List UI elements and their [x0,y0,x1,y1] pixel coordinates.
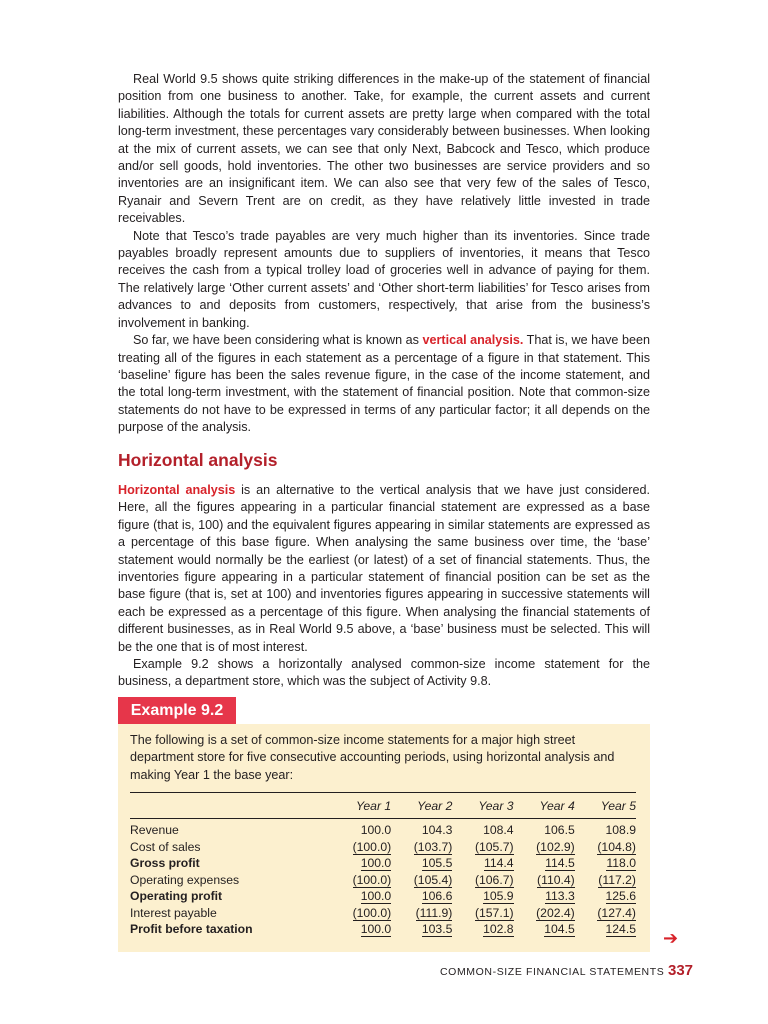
cell: 100.0 [360,922,392,936]
header-label [130,793,330,819]
row-label: Operating expenses [130,872,240,887]
section-heading: Horizontal analysis [118,450,278,470]
intro-paragraph-3 [118,332,650,436]
table-row [130,855,636,872]
cell: (100.0) [352,905,392,920]
cell: (100.0) [352,872,392,887]
cell: 100.0 [360,823,392,837]
table-row [130,819,636,839]
cell: (117.2) [598,872,636,887]
intro-p3-before: So far, we have been considering what is known as [133,333,423,348]
cell: 108.4 [483,823,514,837]
cell: 113.3 [545,889,575,903]
column-header: Year 5 [575,793,636,819]
cell: (127.4) [597,905,636,920]
cell: (105.7) [474,839,514,854]
cell: 104.3 [421,823,453,837]
cell: 124.5 [605,922,636,936]
table-row [130,872,636,889]
income-statement-table [130,792,636,938]
table-row [130,905,636,922]
row-label: Revenue [130,823,179,837]
page-number: 337 [668,962,694,979]
horizontal-paragraph-1 [118,482,650,656]
cell: 106.6 [421,889,453,903]
example-intro: The following is a set of common-size income statements for a major high street department store for five consecutive accounting periods, using horizontal analysis and making Year 1 the base year: [130,733,615,782]
cell: 114.4 [483,856,514,870]
intro-text [118,71,650,437]
column-header: Year 1 [330,793,391,819]
cell: 106.5 [544,823,575,837]
cell: (110.4) [537,872,575,887]
cell: 108.9 [605,823,636,837]
row-label: Profit before taxation [130,922,253,936]
cell: (202.4) [536,905,575,920]
cell: (100.0) [352,839,392,854]
horizontal-paragraph-2: Example 9.2 shows a horizontally analysed common-size income statement for the business, a department store, which was the subject of Activity 9.8. [118,657,650,689]
cell: 118.0 [606,856,636,870]
cell: (103.7) [413,839,453,854]
intro-p3-after: That is, we have been treating all of the figures in each statement as a percentage of a figure in that statement. This ‘baseline’ figure has been the sales revenue figure, in the case of the income statement, and the total long-term investment, with the statement of financial position. Note that common-size statements do not have to be expressed in terms of any particular factor; it all depends on the purpose of the analysis. [118,333,650,435]
column-header: Year 2 [391,793,452,819]
cell: 104.5 [544,922,575,936]
cell: 114.5 [545,856,575,870]
intro-paragraph-2: Note that Tesco’s trade payables are very much higher than its inventories. Since trade payables broadly represent amounts due to suppliers of inventories, it means that Tesco receives the cash from a typical trolley load of groceries well in advance of paying for them. The relatively large ‘Other current assets’ and ‘Other short-term liabilities’ for Tesco arises from advances to and deposits from customers, respectively, that arise from the business’s involvement in banking. [118,228,650,330]
vertical-analysis-keyword: vertical analysis. [422,333,524,348]
row-label: Interest payable [130,905,217,920]
running-footer-title: COMMON-SIZE FINANCIAL STATEMENTS [440,966,665,978]
cell: 125.6 [605,889,636,903]
table-row [130,921,636,938]
horizontal-p1-after: is an alternative to the vertical analysis that we have just considered. Here, all the figures appearing in a particular financial statement are expressed as a base figure (that is, 100) and the equivalent figures appearing in similar statements are expressed as a percentage of this base figure. When analysing the same business over time, the ‘base’ statement would normally be the earliest (or latest) of a set of financial statements. Thus, the inventories figure appearing in a particular statement of financial position can be set as the base figure (that is, set at 100) and inventories figures appearing in successive statements will each be expressed as a percentage of this figure. When analysing the financial statements of different businesses, as in Real World 9.5 above, a ‘base’ business must be selected. This will be the one that is of most interest. [118,483,650,654]
cell: (102.9) [536,839,575,854]
intro-paragraph-1: Real World 9.5 shows quite striking differences in the make-up of the statement of financial position from one business to another. Take, for example, the current assets and current liabilities. Although the totals for current assets are pretty large when compared with the total long-term investment, these percentages vary considerably between businesses. When looking at the mix of current assets, we can see that only Next, Babcock and Tesco, which produce and/or sell goods, hold inventories. The other two businesses are service providers and so inventories are an insignificant item. We can also see that very few of the sales of Tesco, Ryanair and Severn Trent are on credit, as they have relatively little invested in trade receivables. [118,72,650,226]
row-label: Operating profit [130,889,223,903]
column-header: Year 3 [452,793,513,819]
horizontal-analysis-text [118,482,650,691]
cell: (157.1) [474,905,514,920]
cell: 105.5 [421,856,453,870]
row-label: Cost of sales [130,839,201,854]
cell: (106.7) [474,872,514,887]
cell: (104.8) [597,839,636,854]
column-header: Year 4 [514,793,575,819]
cell: 100.0 [360,856,392,870]
cell: 100.0 [360,889,392,903]
cell: (111.9) [415,905,453,920]
horizontal-analysis-keyword: Horizontal analysis [118,483,236,497]
continue-arrow-icon: ➔ [663,928,679,948]
table-row [130,888,636,905]
cell: 102.8 [483,922,514,936]
table-header-row [130,793,636,819]
example-label: Example 9.2 [118,697,236,724]
cell: 103.5 [421,922,453,936]
table-row [130,839,636,856]
example-box [118,724,650,952]
cell: 105.9 [483,889,514,903]
cell: (105.4) [413,872,453,887]
row-label: Gross profit [130,856,200,870]
